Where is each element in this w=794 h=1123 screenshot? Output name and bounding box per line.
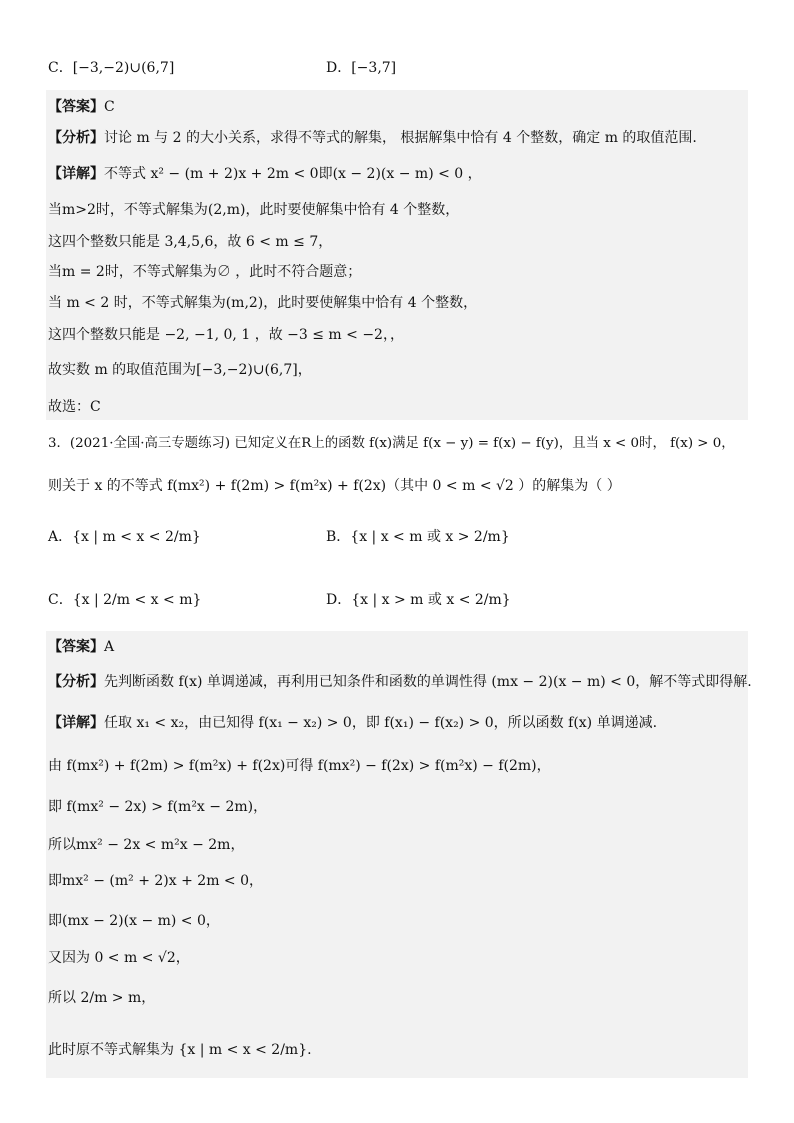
q3-analysis <box>48 672 752 692</box>
q3-line-6: 又因为 0 < m < √2， <box>48 950 190 966</box>
detail-text: 任取 x₁ < x₂，由已知得 f(x₁ − x₂) > 0，即 f(x₁) − f(x₂) > 0，所以函数 f(x) 单调递减. <box>104 715 658 731</box>
q2-line-2: 这四个整数只能是 3,4,5,6，故 6 < m ≤ 7， <box>48 234 333 250</box>
answer-tag: 【答案】 <box>48 99 104 115</box>
q3-option-c: C．{x | 2/m < x < m} <box>48 592 202 608</box>
analysis-tag: 【分析】 <box>48 674 104 690</box>
q3-answer <box>48 637 114 657</box>
detail-tag: 【详解】 <box>48 166 104 182</box>
detail-text: 不等式 x² − (m + 2)x + 2m < 0即(x − 2)(x − m) < 0 ， <box>104 166 482 182</box>
q2-option-d: D．[−3,7] <box>326 60 397 76</box>
q2-line-3: 当m = 2时，不等式解集为∅ ，此时不符合题意； <box>48 264 362 280</box>
q3-line-1: 由 f(mx²) + f(2m) > f(m²x) + f(2x)可得 f(mx²) − f(2x) > f(m²x) − f(2m)， <box>48 758 551 774</box>
q3-stem-line-2: 则关于 x 的不等式 f(mx²) + f(2m) > f(m²x) + f(2x)（其中 0 < m < √2 ）的解集为（ ） <box>48 478 621 494</box>
q2-option-c: C．[−3,−2)∪(6,7] <box>48 60 175 76</box>
q2-analysis <box>48 128 697 148</box>
answer-value: C <box>104 99 115 115</box>
q3-line-3: 所以mx² − 2x < m²x − 2m， <box>48 837 245 853</box>
answer-value: A <box>104 639 115 655</box>
q2-line-5: 这四个整数只能是 −2, −1, 0, 1 ，故 −3 ≤ m < −2，， <box>48 327 404 343</box>
q3-line-8: 此时原不等式解集为 {x | m < x < 2/m}. <box>48 1042 312 1058</box>
q2-answer <box>48 97 115 117</box>
q2-line-6: 故实数 m 的取值范围为[−3,−2)∪(6,7]， <box>48 362 312 378</box>
q3-detail <box>48 713 657 733</box>
q3-line-5: 即(mx − 2)(x − m) < 0， <box>48 913 220 929</box>
analysis-tag: 【分析】 <box>48 130 104 146</box>
q3-line-7: 所以 2/m > m， <box>48 990 156 1006</box>
q2-line-4: 当 m < 2 时，不等式解集为(m,2)，此时要使解集中恰有 4 个整数， <box>48 295 478 311</box>
q3-option-d: D．{x | x > m 或 x < 2/m} <box>326 592 511 608</box>
q3-option-b: B．{x | x < m 或 x > 2/m} <box>326 529 510 545</box>
q3-line-4: 即mx² − (m² + 2)x + 2m < 0， <box>48 873 264 889</box>
q2-detail <box>48 164 482 184</box>
q2-line-7: 故选：C <box>48 399 101 415</box>
detail-tag: 【详解】 <box>48 715 104 731</box>
answer-tag: 【答案】 <box>48 639 104 655</box>
q3-stem-line-1: 3．(2021·全国·高三专题练习) 已知定义在R上的函数 f(x)满足 f(x − y) = f(x) − f(y)，且当 x < 0时， f(x) > 0， <box>48 436 735 451</box>
analysis-text: 讨论 m 与 2 的大小关系，求得不等式的解集， 根据解集中恰有 4 个整数，确定 m 的取值范围. <box>104 130 697 146</box>
q2-line-1: 当m>2时，不等式解集为(2,m)，此时要使解集中恰有 4 个整数， <box>48 202 460 218</box>
q3-line-2: 即 f(mx² − 2x) > f(m²x − 2m)， <box>48 799 268 815</box>
analysis-text: 先判断函数 f(x) 单调递减，再利用已知条件和函数的单调性得 (mx − 2)(x − m) < 0，解不等式即得解. <box>104 674 752 690</box>
q3-option-a: A．{x | m < x < 2/m} <box>48 529 201 545</box>
